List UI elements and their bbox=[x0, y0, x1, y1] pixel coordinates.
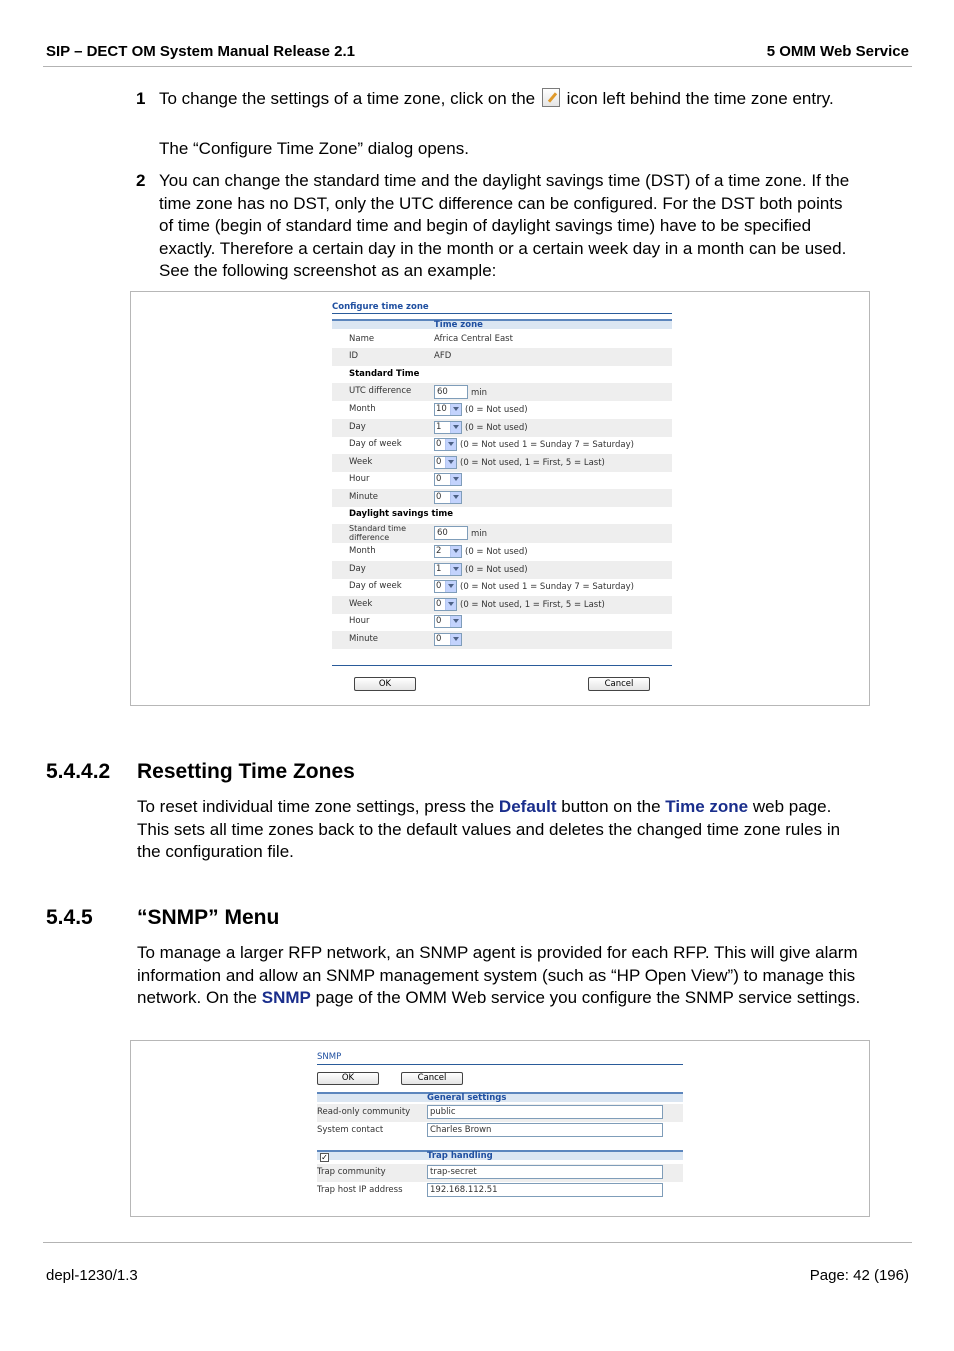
tz-row-standard-head bbox=[332, 366, 672, 384]
step-2-number: 2 bbox=[136, 171, 146, 190]
tz-std-hint: (0 = Not used, 1 = First, 5 = Last) bbox=[460, 458, 605, 468]
header-chapter: 5 OMM Web Service bbox=[766, 43, 909, 60]
tz-section-head bbox=[332, 319, 672, 329]
tz-std-label: Month bbox=[349, 404, 376, 414]
tz-id-label: ID bbox=[349, 351, 359, 361]
footer-page-number: Page: 42 (196) bbox=[809, 1267, 909, 1284]
tz-row-name bbox=[332, 331, 672, 349]
step-1-note: The “Configure Time Zone” dialog opens. bbox=[159, 139, 469, 158]
chevron-down-icon bbox=[450, 404, 461, 415]
tz-std-minute-value: 0 bbox=[436, 492, 442, 502]
section-heading-snmp bbox=[46, 906, 446, 932]
tz-std-month-value: 10 bbox=[436, 404, 447, 414]
snmp-trap-head bbox=[317, 1150, 683, 1160]
step-1-text bbox=[159, 88, 879, 111]
tz-std-row bbox=[332, 471, 672, 489]
chevron-down-icon bbox=[445, 581, 456, 592]
step-1-number: 1 bbox=[136, 89, 146, 108]
tz-dst-month-select[interactable] bbox=[434, 545, 462, 558]
snmp-trap-host-label: Trap host IP address bbox=[317, 1185, 403, 1195]
tz-row-id bbox=[332, 348, 672, 366]
tz-std-dow-select[interactable] bbox=[434, 438, 457, 451]
section-title: “SNMP” Menu bbox=[137, 906, 280, 929]
tz-name-label: Name bbox=[349, 334, 375, 344]
step-1-text-b: icon left behind the time zone entry. bbox=[566, 89, 834, 108]
tz-std-hour-select[interactable] bbox=[434, 473, 462, 486]
tz-std-week-select[interactable] bbox=[434, 456, 457, 469]
tz-utc-unit: min bbox=[471, 388, 488, 398]
chevron-down-icon bbox=[450, 474, 461, 485]
tz-std-month-select[interactable] bbox=[434, 403, 462, 416]
tz-dst-label: Month bbox=[349, 546, 376, 556]
section-heading-reset bbox=[46, 760, 446, 786]
snmp-dialog-title: SNMP bbox=[317, 1052, 342, 1062]
tz-standard-heading: Standard Time bbox=[349, 369, 420, 379]
snmp-contact-input[interactable]: Charles Brown bbox=[427, 1123, 663, 1137]
tz-dst-diff-unit: min bbox=[471, 529, 488, 539]
reset-text-3: web page. This sets all time zones back to the default values and deletes the changed time zone rules in the configuration file. bbox=[137, 797, 841, 861]
tz-section-label: Time zone bbox=[434, 320, 483, 330]
tz-dst-hour-value: 0 bbox=[436, 616, 442, 626]
snmp-trap-label: Trap handling bbox=[427, 1151, 493, 1161]
chevron-down-icon bbox=[450, 546, 461, 557]
snmp-ro-input[interactable]: public bbox=[427, 1105, 663, 1119]
tz-dst-week-value: 0 bbox=[436, 599, 442, 609]
tz-row-dst-diff bbox=[332, 524, 672, 543]
edit-icon bbox=[542, 88, 560, 107]
step-1-text-a: To change the settings of a time zone, click on the bbox=[159, 89, 536, 108]
tz-ok-button[interactable]: OK bbox=[354, 677, 416, 691]
snmp-text-1: To manage a larger RFP network, an SNMP agent is provided for each RFP. This will give alarm information and allow an SNMP management system (such as “HP Open View”) to manage this network. On the bbox=[137, 943, 858, 1007]
tz-row-dst-head bbox=[332, 506, 672, 524]
footer-rule bbox=[43, 1242, 912, 1243]
snmp-title-underline bbox=[317, 1064, 683, 1065]
tz-dst-hour-select[interactable] bbox=[434, 615, 462, 628]
snmp-keyword: SNMP bbox=[261, 988, 311, 1007]
tz-std-label: Day bbox=[349, 422, 366, 432]
tz-utc-input[interactable]: 60 bbox=[434, 385, 468, 399]
chevron-down-icon bbox=[450, 616, 461, 627]
time-zone-keyword: Time zone bbox=[665, 797, 749, 816]
snmp-trap-comm-label: Trap community bbox=[317, 1167, 386, 1177]
tz-dst-dow-select[interactable] bbox=[434, 580, 457, 593]
tz-dst-hint: (0 = Not used) bbox=[465, 547, 528, 557]
tz-utc-label: UTC difference bbox=[349, 386, 412, 396]
tz-row-utc bbox=[332, 383, 672, 401]
section-title: Resetting Time Zones bbox=[137, 760, 355, 783]
snmp-text-2: page of the OMM Web service you configure the SNMP service settings. bbox=[315, 988, 861, 1007]
tz-std-week-value: 0 bbox=[436, 457, 442, 467]
tz-std-hour-value: 0 bbox=[436, 474, 442, 484]
header-doc-title: SIP – DECT OM System Manual Release 2.1 bbox=[46, 43, 356, 60]
tz-id-value: AFD bbox=[434, 351, 452, 361]
tz-footer-line bbox=[332, 665, 672, 666]
snmp-general-head bbox=[317, 1092, 683, 1102]
reset-text-1: To reset individual time zone settings, press the bbox=[137, 797, 495, 816]
tz-dst-row bbox=[332, 613, 672, 631]
tz-dst-heading: Daylight savings time bbox=[349, 509, 454, 519]
tz-dst-dow-value: 0 bbox=[436, 581, 442, 591]
snmp-contact-label: System contact bbox=[317, 1125, 384, 1135]
snmp-ro-label: Read-only community bbox=[317, 1107, 411, 1117]
tz-std-label: Day of week bbox=[349, 439, 402, 449]
snmp-trap-host-input[interactable]: 192.168.112.51 bbox=[427, 1183, 663, 1197]
tz-std-hint: (0 = Not used) bbox=[465, 423, 528, 433]
tz-dst-minute-select[interactable] bbox=[434, 633, 462, 646]
chevron-down-icon bbox=[450, 492, 461, 503]
tz-dst-label: Day of week bbox=[349, 581, 402, 591]
tz-cancel-button[interactable]: Cancel bbox=[588, 677, 650, 691]
tz-dst-diff-label: Standard time difference bbox=[349, 524, 407, 542]
tz-dst-hint: (0 = Not used, 1 = First, 5 = Last) bbox=[460, 600, 605, 610]
tz-dst-minute-value: 0 bbox=[436, 634, 442, 644]
chevron-down-icon bbox=[445, 457, 456, 468]
footer-doc-id: depl-1230/1.3 bbox=[46, 1267, 138, 1284]
tz-std-dow-value: 0 bbox=[436, 439, 442, 449]
snmp-general-label: General settings bbox=[427, 1093, 507, 1103]
snmp-ok-button[interactable]: OK bbox=[317, 1072, 379, 1085]
reset-text-2: button on the bbox=[561, 797, 661, 816]
section-number: 5.4.5 bbox=[46, 906, 93, 929]
default-keyword: Default bbox=[498, 797, 557, 816]
snmp-paragraph bbox=[137, 942, 862, 1010]
tz-std-label: Week bbox=[349, 457, 373, 467]
chevron-down-icon bbox=[450, 422, 461, 433]
tz-name-value: Africa Central East bbox=[434, 334, 513, 344]
tz-dst-row bbox=[332, 631, 672, 649]
tz-dst-label: Day bbox=[349, 564, 366, 574]
step-2-text: You can change the standard time and the daylight savings time (DST) of a time zone. If the time zone has no DST, only the UTC difference can be configured. For the DST both points of time (begin of standard time and begin of daylight savings time) have to be specified exactly. Therefore a certain day in the month or a certain week day in a month can be used. See the following screenshot as an example: bbox=[159, 171, 850, 280]
tz-dst-week-select[interactable] bbox=[434, 598, 457, 611]
chevron-down-icon bbox=[450, 564, 461, 575]
section-number: 5.4.4.2 bbox=[46, 760, 111, 783]
tz-dst-label: Hour bbox=[349, 616, 370, 626]
tz-title-underline bbox=[332, 313, 672, 314]
reset-paragraph bbox=[137, 796, 862, 864]
snmp-trap-comm-input[interactable]: trap-secret bbox=[427, 1165, 663, 1179]
snmp-cancel-button[interactable]: Cancel bbox=[401, 1072, 463, 1085]
tz-std-row bbox=[332, 489, 672, 507]
tz-dst-hint: (0 = Not used 1 = Sunday 7 = Saturday) bbox=[460, 582, 634, 592]
page-header bbox=[46, 43, 909, 63]
tz-std-day-select[interactable] bbox=[434, 421, 462, 434]
tz-std-minute-select[interactable] bbox=[434, 491, 462, 504]
tz-std-hint: (0 = Not used) bbox=[465, 405, 528, 415]
tz-dst-diff-input[interactable]: 60 bbox=[434, 526, 468, 540]
chevron-down-icon bbox=[450, 634, 461, 645]
header-rule bbox=[43, 66, 912, 67]
tz-std-label: Hour bbox=[349, 474, 370, 484]
tz-dst-hint: (0 = Not used) bbox=[465, 565, 528, 575]
tz-dst-day-value: 1 bbox=[436, 564, 442, 574]
tz-std-hint: (0 = Not used 1 = Sunday 7 = Saturday) bbox=[460, 440, 634, 450]
trap-enable-checkbox[interactable]: ✓ bbox=[321, 1153, 328, 1162]
tz-std-label: Minute bbox=[349, 492, 379, 502]
chevron-down-icon bbox=[445, 599, 456, 610]
tz-dst-month-value: 2 bbox=[436, 546, 442, 556]
chevron-down-icon bbox=[445, 439, 456, 450]
tz-dst-label: Week bbox=[349, 599, 373, 609]
tz-dst-day-select[interactable] bbox=[434, 563, 462, 576]
tz-std-day-value: 1 bbox=[436, 422, 442, 432]
tz-dialog-title: Configure time zone bbox=[332, 302, 429, 312]
tz-dst-label: Minute bbox=[349, 634, 379, 644]
